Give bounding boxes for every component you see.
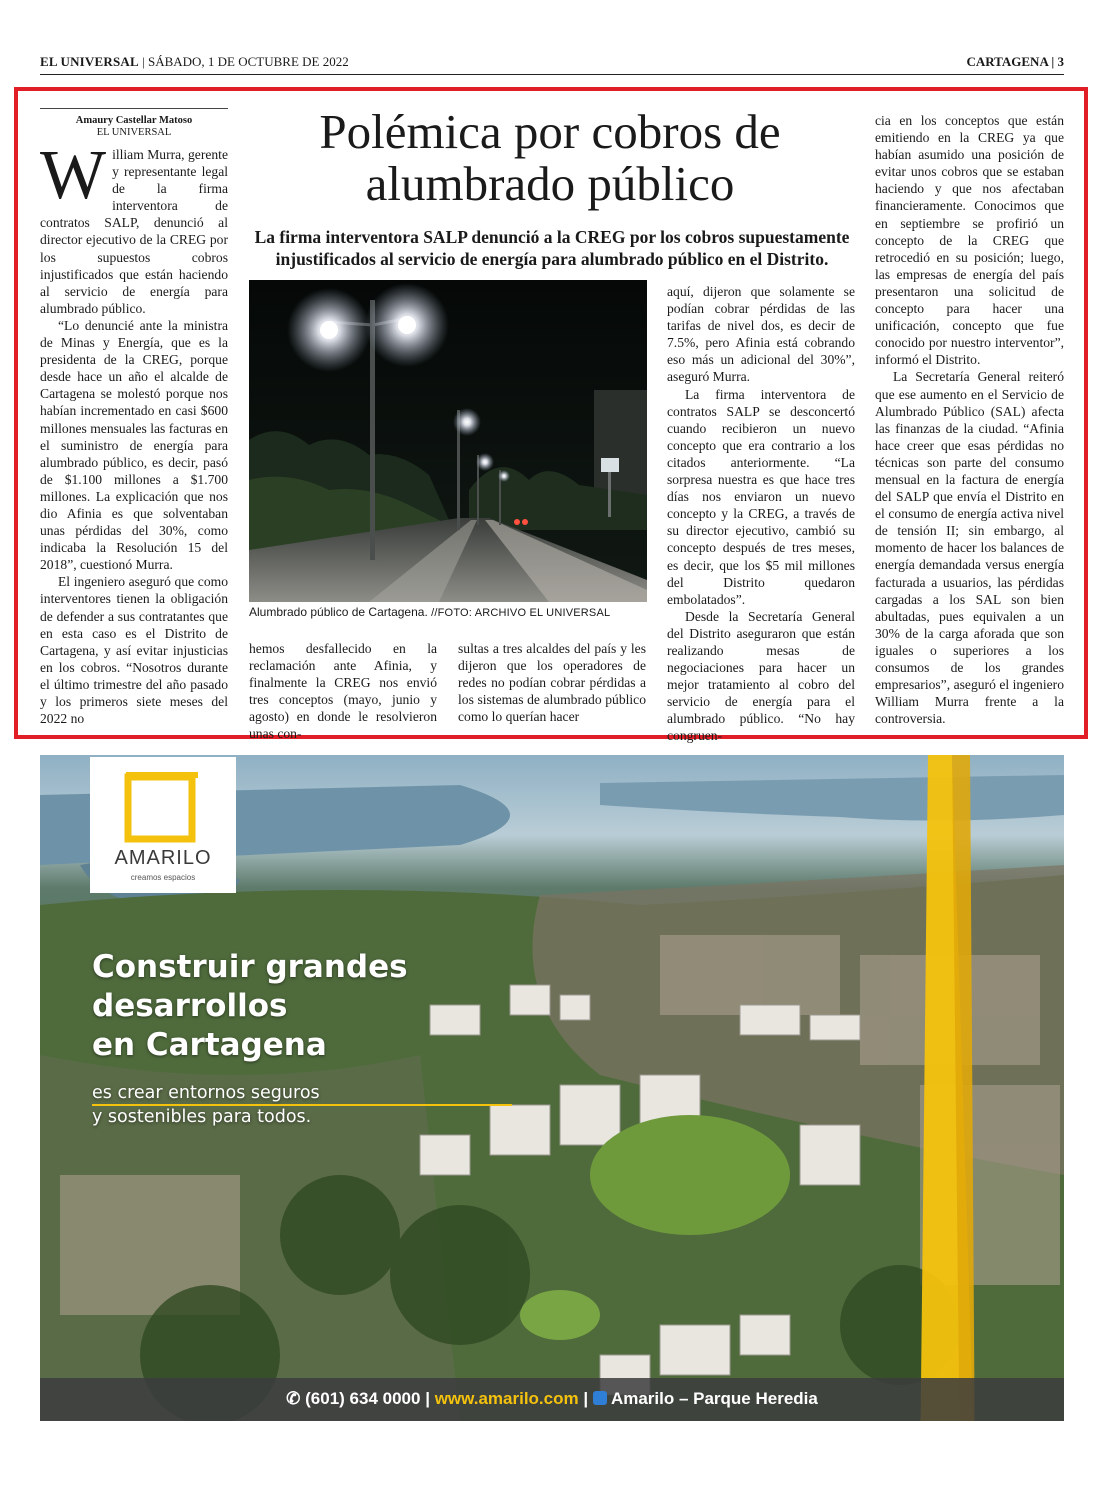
header-right: CARTAGENA | 3	[966, 54, 1064, 69]
page-number: 3	[1057, 54, 1064, 69]
street-light-photo	[249, 280, 647, 602]
drop-cap: W	[40, 137, 107, 214]
photo-caption	[249, 605, 649, 619]
ad-headline: Construir grandes desarrollos en Cartagena	[92, 949, 408, 1063]
article-paragraph: William Murra, gerente y representante legal de la firma interventora de contratos SALP, denunció al director ejecutivo de la CREG por los supuestos cobros injustificados que están haciendo al servicio de energía para alumbrado público.	[40, 137, 228, 316]
brand-name: AMARILO	[114, 847, 212, 869]
publication-date: SÁBADO, 1 DE OCTUBRE DE 2022	[147, 54, 349, 69]
article-paragraph: aquí, dijeron que solamente se podían cobrar pérdidas de las tarifas de nivel dos, es decir de 7.5%, pero Afinia está cobrando eso más un adicional del 30%”, aseguró Murra.	[667, 284, 855, 385]
article-column-5	[875, 112, 1064, 727]
brand-tagline: creamos espacios	[130, 873, 196, 882]
location-pin-icon	[593, 1391, 607, 1405]
article-subhead: La firma interventora SALP denunció a la CREG por los cobros supuestamente injustificados al servicio de energía para alumbrado público en el Distrito.	[254, 227, 850, 269]
newspaper-name: EL UNIVERSAL	[40, 54, 139, 69]
author-outlet: EL UNIVERSAL	[96, 127, 172, 138]
article-column-4	[667, 283, 855, 745]
article-paragraph: “Lo denuncié ante la ministra de Minas y Energía, que es la presidenta de la CREG, porque desde hace un año el alcalde de Cartagena se molestó porque nos habían incrementado en casi $600 millones mensuales las facturas en el suministro de energía para alumbrado público, es decir, pasó de $1.100 millones a $1.700 millones. La explicación que nos dio Afinia es que solventaban unas pérdidas del 30%, como indicaba la Resolución 15 del 2018”, cuestionó Murra.	[40, 317, 228, 573]
caption-text: Alumbrado público de Cartagena.	[249, 605, 428, 619]
logo-square-icon	[90, 757, 236, 843]
article-column-2	[249, 640, 437, 743]
photo-credit: //FOTO: ARCHIVO EL UNIVERSAL	[431, 607, 611, 619]
article-paragraph: La firma interventora de contratos SALP se desconcertó cuando recibieron un nuevo concepto que era contrario a los citados anteriormente. “La sorpresa nuestra es que hace tres días nos enviaron un nuevo concepto y la CREG, a través de su director ejecutivo, cambió su concepto después de tres meses, es decir, que los $5 mil millones del Distrito quedaron embolatados”.	[667, 386, 855, 607]
article-paragraph: sultas a tres alcaldes del país y les dijeron que los operadores de redes no podían cobrar pérdidas a los sistemas de alumbrado público como lo querían hacer	[458, 641, 646, 725]
ad-phone[interactable]: (601) 634 0000	[305, 1389, 421, 1408]
byline	[40, 108, 228, 139]
article-paragraph: cia en los conceptos que están emitiendo en la CREG ya que habían asumido una posición de evitar unos cobros que se estaban haciendo y que nos afectaban financieramente. Conocimos que en septiembre se profirió un concepto de la CREG que retrocedió en su posición; luego, las empresas de energía del país presentaron una solicitud de concepto para hacer una unificación, concepto que fue conocido por nuestro interventor”, informó el Distrito.	[875, 113, 1064, 368]
section-name: CARTAGENA	[966, 54, 1049, 69]
article-headline: Polémica por cobros de alumbrado público	[319, 104, 781, 211]
ad-subheadline: es crear entornos seguros y sostenibles para todos.	[92, 1082, 512, 1128]
header-left: EL UNIVERSAL | SÁBADO, 1 DE OCTUBRE DE 2022	[40, 54, 349, 69]
street-light-illustration	[249, 280, 647, 602]
article-column-3	[458, 640, 646, 725]
ad-website-link[interactable]: www.amarilo.com	[434, 1389, 579, 1408]
author-name: Amaury Castellar Matoso	[75, 115, 193, 126]
whatsapp-icon: ✆	[286, 1389, 301, 1408]
article-column-1	[40, 137, 228, 727]
amarilo-logo	[90, 757, 236, 893]
article-paragraph: La Secretaría General reiteró que ese aumento en el Servicio de Alumbrado Público (SAL) afecta las finanzas de la ciudad. “Afinia hace creer que esas pérdidas no técnicas son parte del consumo mensual en la factura de energía del SALP que envía el Distrito en el consumo de energía activa nivel de tensión II; sin embargo, al momento de hacer los balances de energía demandada versus energía facturada a usuarios, las pérdidas cargadas a los SAL son bien abultadas, pues equivalen a un 30% de la carga aforada que son iguales o superiores a los consumos de los grandes empresarios”, aseguró el ingeniero William Murra frente a la controversia.	[875, 369, 1064, 727]
article-paragraph: El ingeniero aseguró que como interventores tienen la obligación de defender a sus contratantes que en esta caso es el Distrito de Cartagena, y así evitar injusticias en los cobros. “Nosotros durante el último trimestre del año pasado y los primeros siete meses del 2022 no	[40, 574, 228, 727]
article-paragraph: hemos desfallecido en la reclamación ante Afinia, y finalmente la CREG nos envió tres conceptos (mayo, junio y agosto) en donde le resolvieron unas con-	[249, 641, 437, 742]
article-paragraph: Desde la Secretaría General del Distrito aseguraron que están realizando mesas de negociaciones para hacer un mejor tratamiento al cobro del servicio de energía para el alumbrado público. “No hay congruen-	[667, 608, 855, 744]
ad-project-name: Amarilo – Parque Heredia	[610, 1389, 818, 1408]
ad-contact-bar: ✆ (601) 634 0000 | www.amarilo.com | Amarilo – Parque Heredia	[40, 1378, 1064, 1421]
page-header	[40, 52, 1064, 75]
